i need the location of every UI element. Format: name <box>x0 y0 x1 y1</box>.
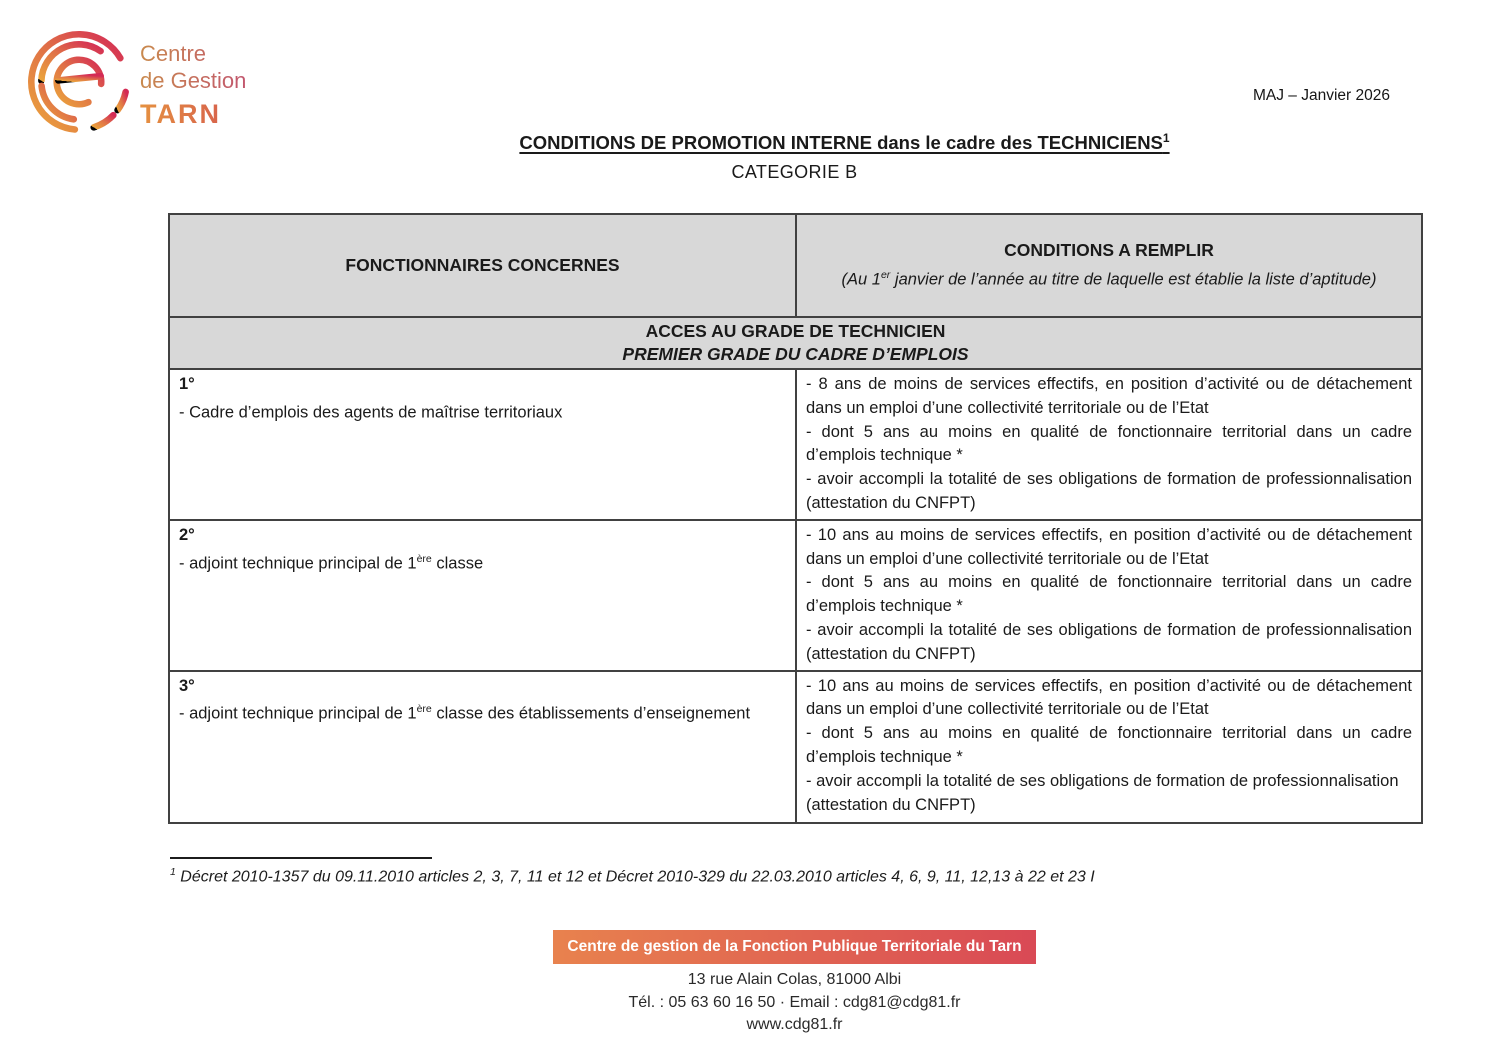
footer-contact: Tél. : 05 63 60 16 50 · Email : cdg81@cdg81.fr <box>628 993 961 1011</box>
conditions-table <box>168 213 1423 824</box>
grade-text-post: classe des établissements d’enseignement <box>431 704 751 723</box>
footer-website: www.cdg81.fr <box>746 1016 843 1034</box>
header-fonctionnaires-label: FONCTIONNAIRES CONCERNES <box>345 255 620 275</box>
section-row <box>169 317 1422 369</box>
footnote-text: Décret 2010-1357 du 09.11.2010 articles 2, 3, 7, 11 et 12 et Décret 2010-329 du 22.03.2010 articles 4, 6, 9, 11, 12,13 à 22 et 23 I <box>175 868 1095 886</box>
section-line-2: PREMIER GRADE DU CADRE D’EMPLOIS <box>622 344 969 364</box>
header-conditions-sub-pre: (Au 1 <box>841 270 881 289</box>
condition-bullet: - 10 ans au moins de services effectifs, en position d’activité ou de détachement dans un emploi d’une collectivité territoriale ou de l’Etat <box>806 525 1412 568</box>
grade-text <box>179 397 786 425</box>
grade-text-sup: ère <box>416 703 432 716</box>
footnote-divider <box>170 857 432 859</box>
table-header-row <box>169 214 1422 317</box>
grade-text-pre: - adjoint technique principal de 1 <box>179 554 417 573</box>
table-row <box>169 369 1422 520</box>
condition-bullet: - 8 ans de moins de services effectifs, en position d’activité ou de détachement dans un emploi d’une collectivité territoriale ou de l’Etat <box>806 375 1412 417</box>
condition-bullet: - dont 5 ans au moins en qualité de fonctionnaire territorial dans un cadre d’emplois technique * <box>806 724 1412 766</box>
page-title-footnote-ref: 1 <box>1162 131 1170 145</box>
header-conditions-sub-sup: er <box>880 269 891 282</box>
footnote <box>170 866 1423 886</box>
section-cell <box>169 317 1422 369</box>
maj-date: MAJ – Janvier 2026 <box>1253 87 1390 104</box>
grade-text-pre: - adjoint technique principal de 1 <box>179 704 417 723</box>
page-title-text: CONDITIONS DE PROMOTION INTERNE dans le cadre des TECHNICIENS <box>519 132 1163 154</box>
condition-bullet: - avoir accompli la totalité de ses obligations de formation de professionnalisation (attestation du CNFPT) <box>806 470 1412 512</box>
grade-cell-2 <box>169 520 796 671</box>
conditions-cell-1 <box>796 369 1422 520</box>
grade-text-pre: - Cadre d’emplois des agents de maîtrise territoriaux <box>179 403 563 422</box>
logo-line-de-gestion: de Gestion <box>140 68 247 93</box>
grade-text-sup: ère <box>416 552 432 565</box>
header-cell-conditions <box>796 214 1422 317</box>
footer-banner: Centre de gestion de la Fonction Publique Territoriale du Tarn <box>553 930 1035 964</box>
header-conditions-subtitle <box>806 263 1412 293</box>
table-row <box>169 671 1422 823</box>
row-number: 3° <box>179 676 195 695</box>
section-line-1: ACCES AU GRADE DE TECHNICIEN <box>645 321 946 341</box>
page-subtitle: CATEGORIE B <box>731 162 858 182</box>
logo-line-centre: Centre <box>140 40 246 67</box>
row-number: 2° <box>179 525 195 544</box>
cdg-tarn-logo <box>26 26 246 138</box>
header-conditions-sub-post: janvier de l’année au titre de laquelle est établie la liste d’aptitude) <box>890 270 1377 289</box>
grade-cell-3 <box>169 671 796 823</box>
logo-line-tarn: TARN <box>140 101 246 128</box>
grade-cell-1 <box>169 369 796 520</box>
footnote-ref: 1 <box>170 866 176 878</box>
footer-address-block <box>168 969 1421 1037</box>
condition-bullet: - dont 5 ans au moins en qualité de fonctionnaire territorial dans un cadre d’emplois technique * <box>806 422 1412 465</box>
footer-banner-row <box>168 930 1421 964</box>
condition-bullet: - dont 5 ans au moins en qualité de fonctionnaire territorial dans un cadre d’emplois technique * <box>806 573 1412 616</box>
header-cell-fonctionnaires <box>169 214 796 317</box>
grade-text <box>179 548 786 576</box>
grade-text <box>179 698 786 726</box>
table-row <box>169 520 1422 671</box>
logo-text <box>140 26 246 128</box>
condition-bullet: - 10 ans au moins de services effectifs, en position d’activité ou de détachement dans un emploi d’une collectivité territoriale ou de l’Etat <box>806 676 1412 719</box>
conditions-table-wrap <box>168 213 1421 824</box>
condition-bullet: - avoir accompli la totalité de ses obligations de formation de professionnalisation (attestation du CNFPT) <box>806 771 1399 814</box>
cdg-tarn-logo-mark-icon <box>26 26 132 138</box>
header-conditions-label: CONDITIONS A REMPLIR <box>1004 240 1214 261</box>
conditions-cell-3 <box>796 671 1422 823</box>
row-number: 1° <box>179 375 195 393</box>
grade-text-post: classe <box>431 554 484 573</box>
conditions-cell-2 <box>796 520 1422 671</box>
condition-bullet: - avoir accompli la totalité de ses obligations de formation de professionnalisation (attestation du CNFPT) <box>806 620 1412 663</box>
footer-address: 13 rue Alain Colas, 81000 Albi <box>687 971 902 988</box>
page-title <box>168 131 1421 154</box>
